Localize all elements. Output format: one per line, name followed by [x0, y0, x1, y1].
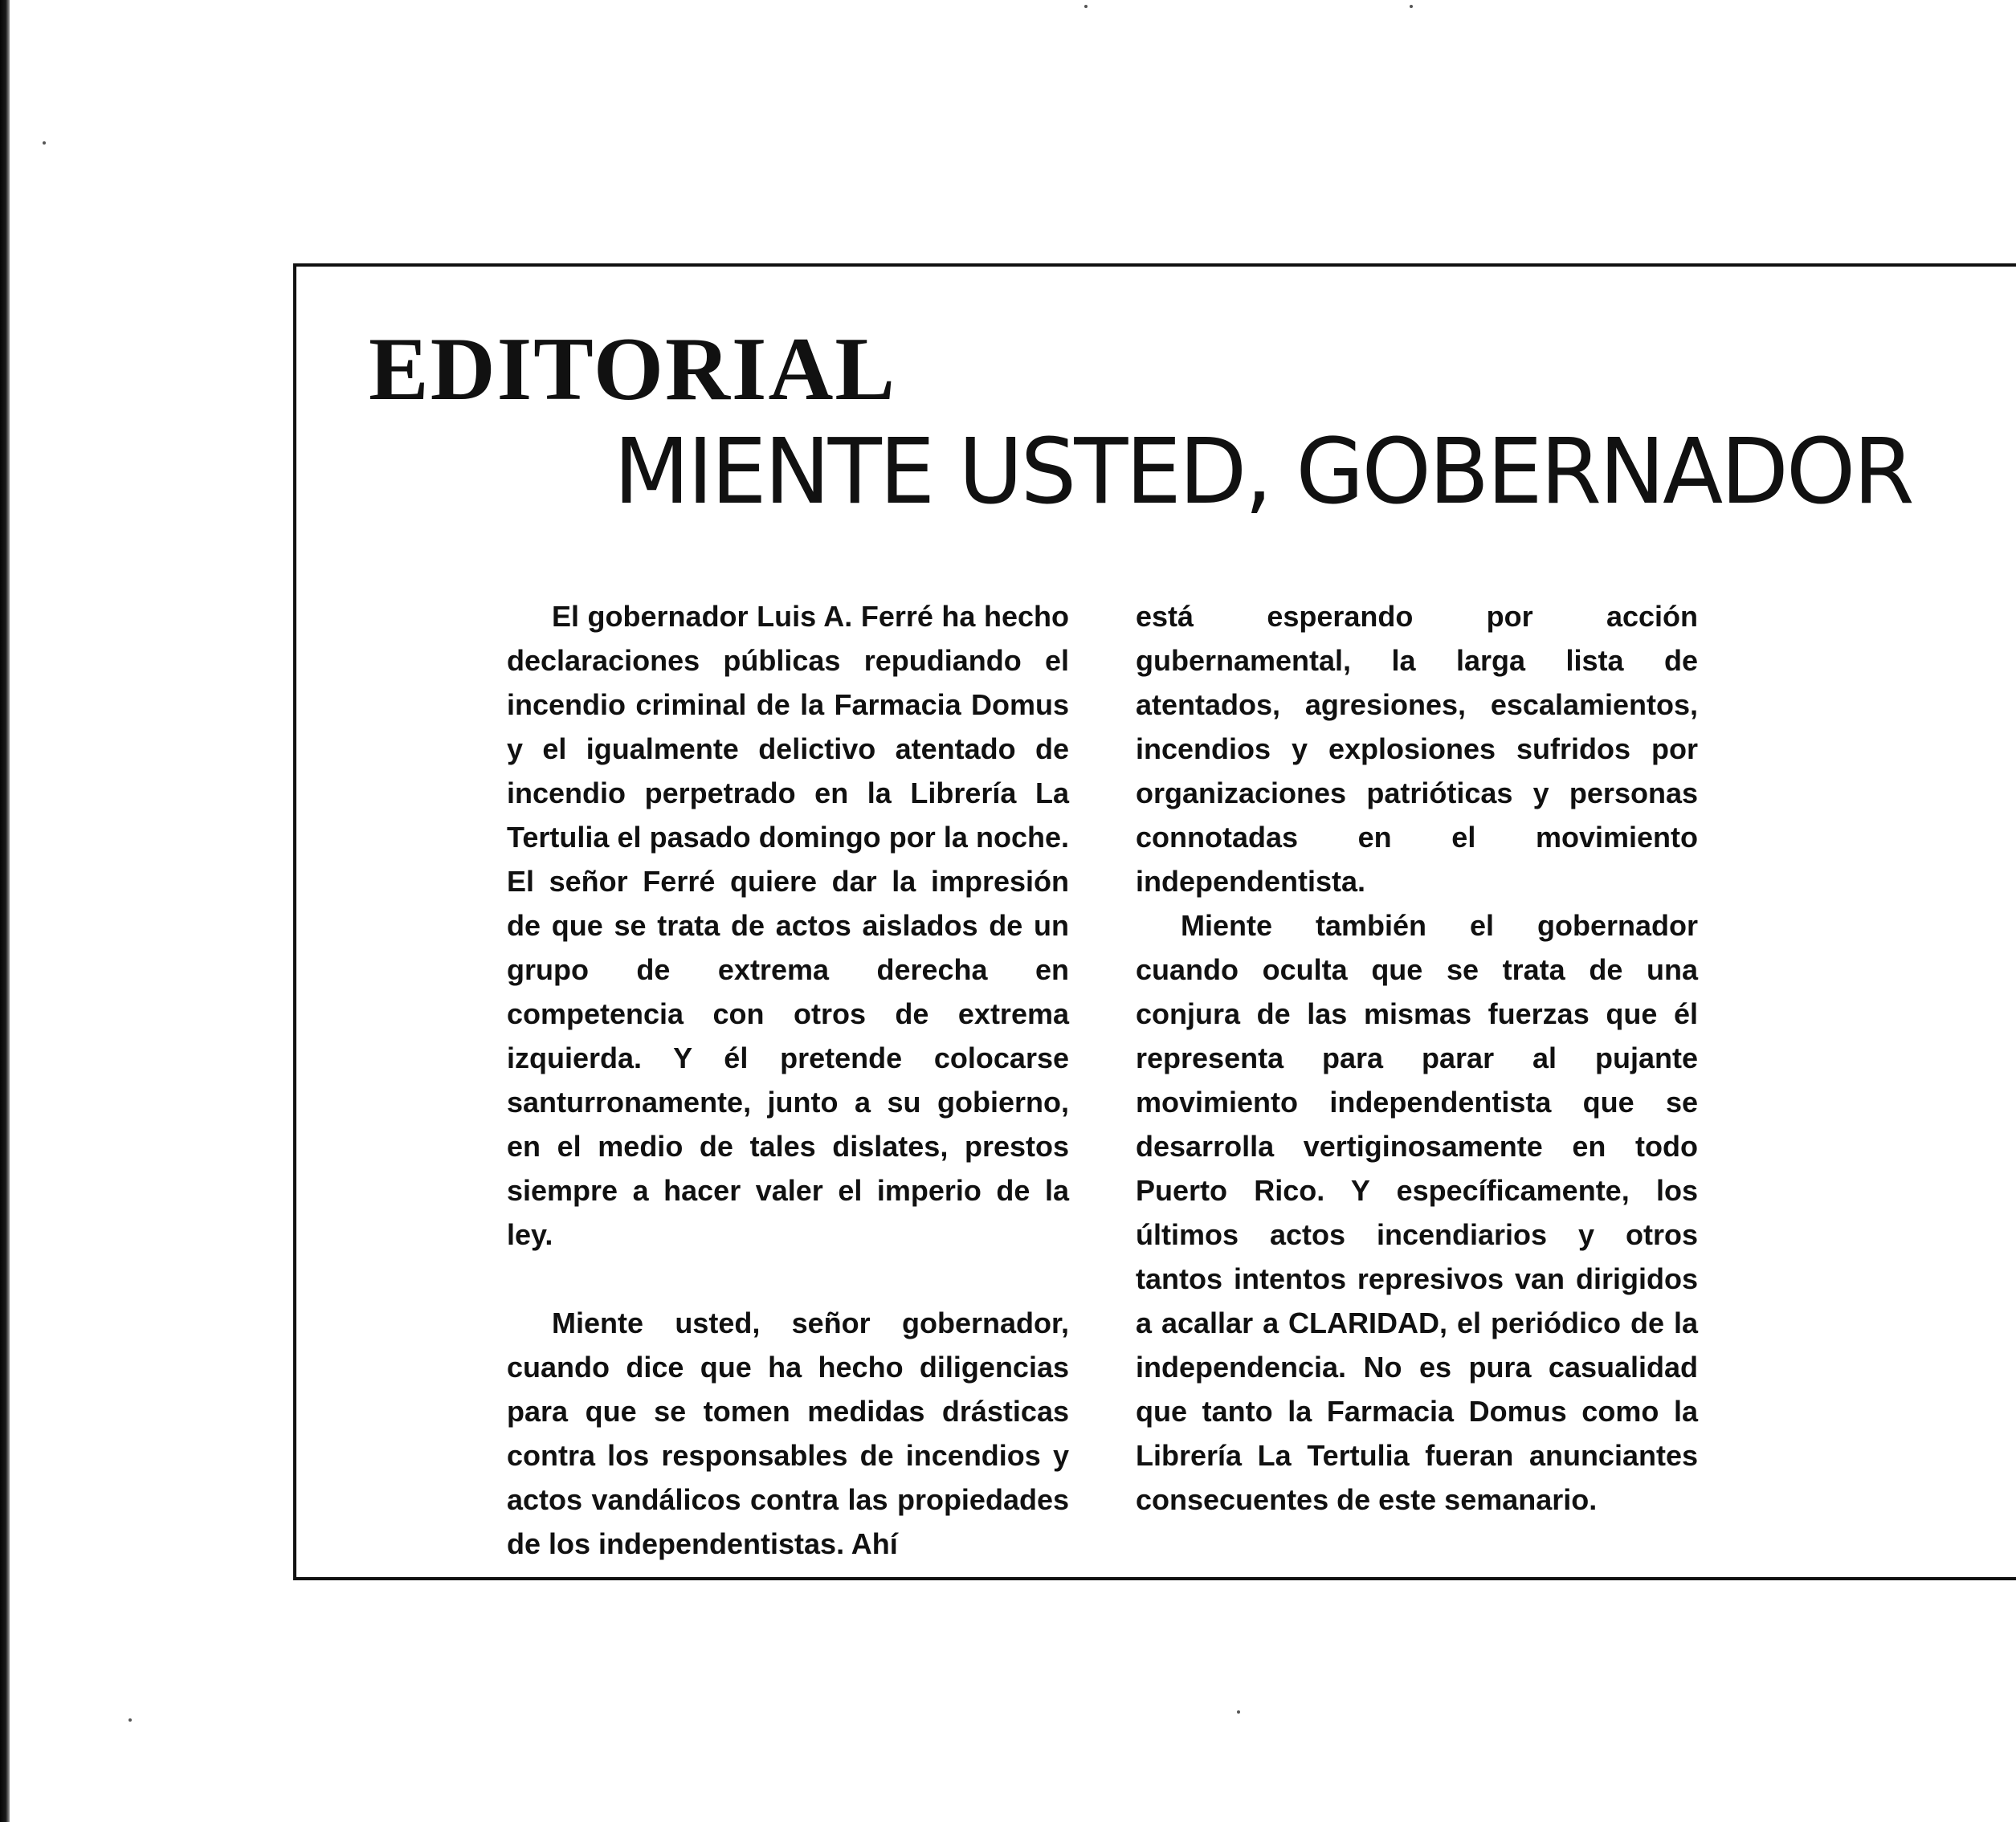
text-column-right	[1136, 594, 1698, 1522]
scan-speck	[1410, 5, 1413, 8]
headline: MIENTE USTED, GOBERNADOR	[614, 420, 1912, 524]
scan-speck	[43, 141, 46, 145]
paragraph: está esperando por acción gubernamental, la larga lista de atentados, agresiones, escalamientos, incendios y explosiones sufridos por organizaciones patrióticas y personas connotadas en el movimiento independentista.	[1136, 600, 1698, 898]
scan-speck	[129, 1718, 132, 1722]
paragraph: Miente usted, señor gobernador, cuando dice que ha hecho diligencias para que se tomen medidas drásticas contra los responsables de incendios y actos vandálicos contra las propiedades de los independentistas. Ahí	[507, 1306, 1069, 1560]
text-column-left	[507, 594, 1069, 1566]
editorial-frame	[293, 263, 2016, 1580]
page-binding-shadow	[0, 0, 10, 1822]
scan-speck	[1237, 1710, 1240, 1714]
paragraph: El gobernador Luis A. Ferré ha hecho declaraciones públicas repudiando el incendio criminal de la Farmacia Domus y el igualmente delictivo atentado de incendio perpetrado en la Librería La Tertulia el pasado domingo por la noche. El señor Ferré quiere dar la impresión de que se trata de actos aislados de un grupo de extrema derecha en competencia con otros de extrema izquierda. Y él pretende colocarse santurronamente, junto a su gobierno, en el medio de tales dislates, prestos siempre a hacer valer el imperio de la ley.	[507, 600, 1069, 1251]
paragraph: Miente también el gobernador cuando oculta que se trata de una conjura de las mismas fuerzas que él representa para parar al pujante movimiento independentista que se desarrolla vertiginosamente en todo Puerto Rico. Y específicamente, los últimos actos incendiarios y otros tantos intentos represivos van dirigidos a acallar a CLARIDAD, el periódico de la independencia. No es pura casualidad que tanto la Farmacia Domus como la Librería La Tertulia fueran anunciantes consecuentes de este semanario.	[1136, 909, 1698, 1516]
section-label: EDITORIAL	[369, 320, 897, 419]
scan-speck	[1084, 5, 1088, 8]
